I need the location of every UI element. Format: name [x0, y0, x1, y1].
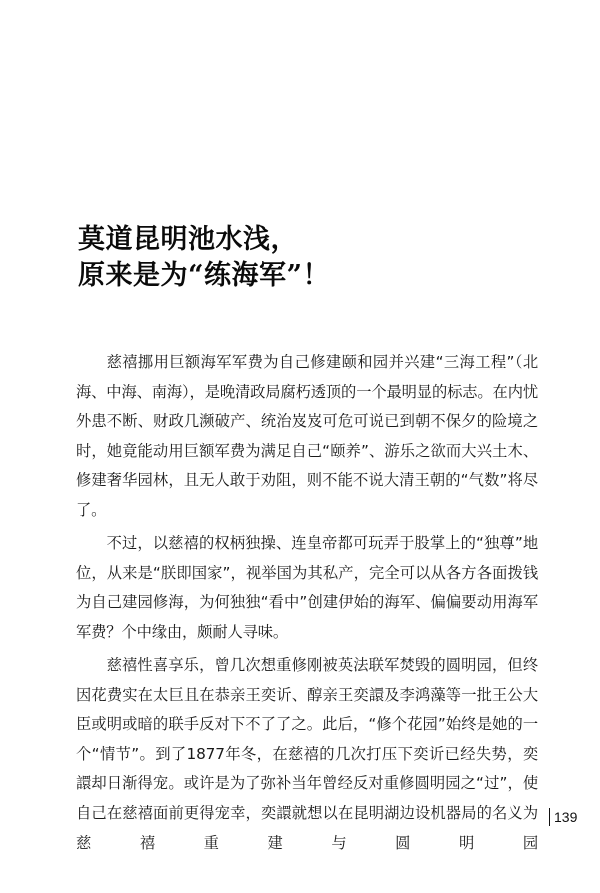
page-number: 139 — [549, 808, 577, 826]
chapter-title — [78, 222, 538, 294]
chapter-body — [76, 348, 538, 862]
paragraph-3: 慈禧性喜享乐，曾几次想重修刚被英法联军焚毁的圆明园，但终因花费实在太巨且在恭亲王奕䜣、醇亲王奕譞及李鸿藻等一批王公大臣或明或暗的联手反对下不了了之。此后，“修个花园”始终是她的一个“情节”。到了1877年冬，在慈禧的几次打压下奕䜣已经失势，奕譞却日渐得宠。或许是为了弥补当年曾经反对重修圆明园之“过”，使自己在慈禧面前更得宠幸，奕譞就想以在昆明湖边设机器局的名义为慈禧重建与圆明园 — [76, 655, 538, 852]
paragraph-1: 慈禧挪用巨额海军军费为自己修建颐和园并兴建“三海工程”（北海、中海、南海），是晚清政局腐朽透顶的一个最明显的标志。在内忧外患不断、财政几濒破产、统治岌岌可危可说已到朝不保夕的险境之时，她竟能动用巨额军费为满足自己“颐养”、游乐之欲而大兴土木、修建奢华园林，且无人敢于劝阻，则不能不说大清王朝的“气数”将尽了。 — [76, 353, 538, 519]
paragraph-2: 不过，以慈禧的权柄独操、连皇帝都可玩弄于股掌上的“独尊”地位，从来是“朕即国家”，视举国为其私产，完全可以从各方各面拨钱为自己建园修海，为何独独“看中”创建伊始的海军、偏偏要动用海军军费？个中缘由，颇耐人寻味。 — [76, 534, 538, 641]
chapter-title-line-1: 莫道昆明池水浅， — [78, 224, 298, 255]
chapter-title-line-2: 原来是为“练海军”！ — [78, 260, 331, 291]
